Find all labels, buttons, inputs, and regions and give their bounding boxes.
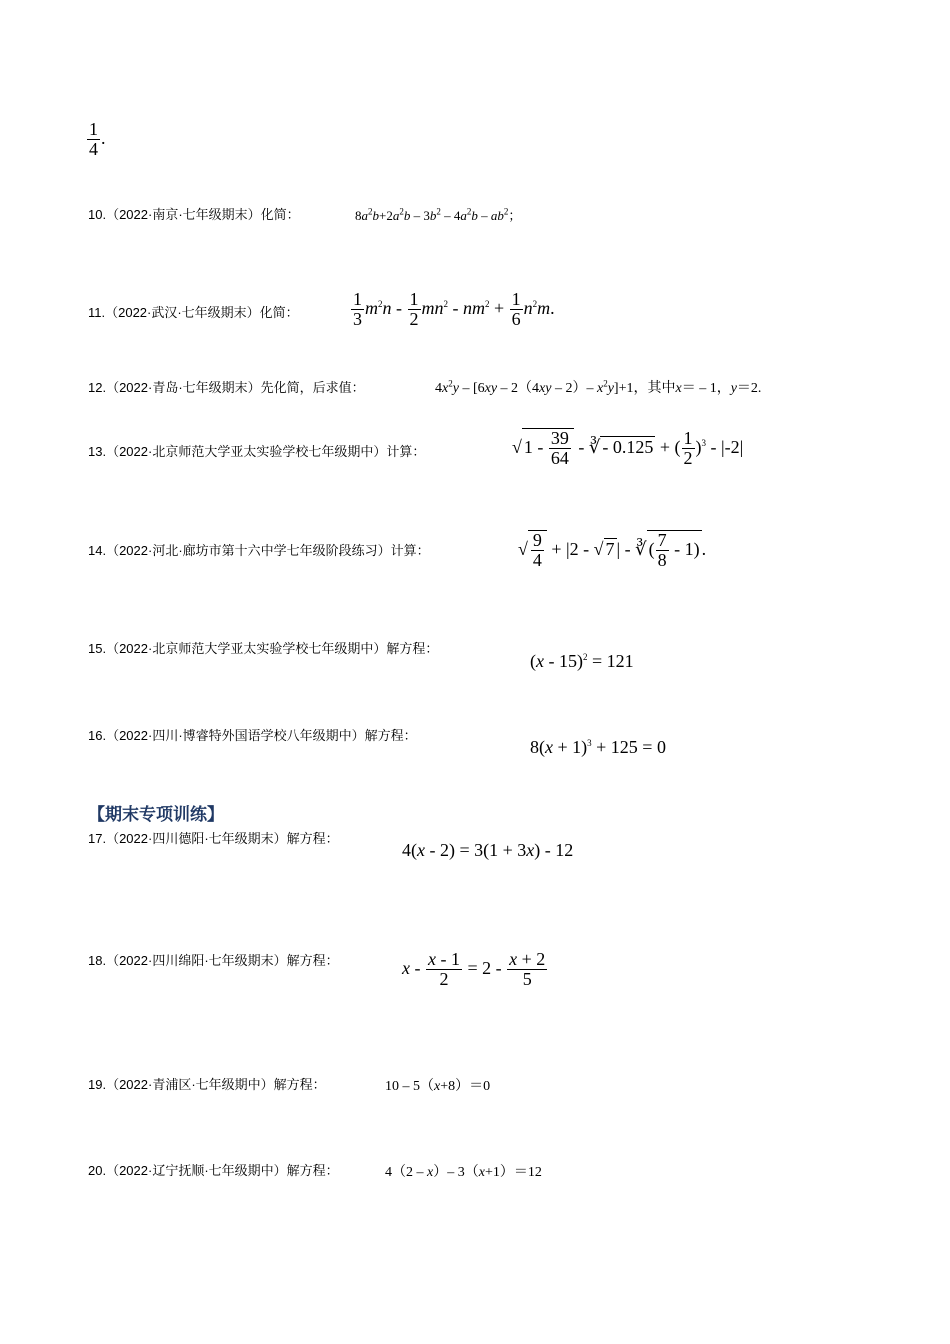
problem-16: [88, 728, 417, 742]
problem-20-expression: 4（2 – x）– 3（x+1）＝12: [385, 1165, 542, 1180]
problem-16-expression: $8(x + 1)^3 + 125 = 0$: [530, 737, 666, 757]
section-title: 【期末专项训练】: [88, 805, 224, 825]
problem-12: [88, 380, 365, 394]
problem-10: [88, 207, 300, 221]
top-fraction: $\frac{1}{4}$ .: [89, 119, 106, 159]
problem-14: [88, 543, 430, 557]
problem-11: [88, 305, 299, 319]
problem-14-expression: √ $\frac{9}{4}$ + |2 - √ 7 | - ∛ ( $\frac{7}{8}$ - 1) .: [518, 530, 707, 570]
problem-label: 17.（2022·四川德阳·七年级期末）解方程：: [88, 831, 339, 847]
problem-13-expression: √ 1 - $\frac{39}{64}$ - ∛ - 0.125 + ( $\frac{1}{2}$ )$^3$ - |-2|: [512, 428, 744, 468]
problem-17: [88, 831, 339, 845]
problem-18: [88, 953, 339, 967]
problem-17-expression: 4(x - 2) = 3(1 + 3x) - 12: [402, 840, 574, 860]
problem-15: [88, 641, 438, 655]
problem-12-expression: $4x^2y - [6xy - 2(4xy - 2)-$ $x^2y]+1$，其中x＝ – 1，y＝2.: [435, 378, 762, 396]
problem-label: 18.（2022·四川绵阳·七年级期末）解方程：: [88, 953, 339, 969]
problem-15-expression: (x - 15)$^2$ = 121: [530, 651, 634, 671]
problem-18-expression: x - $\frac{x - 1}{2}$ = 2 - $\frac{x + 2}{5}$: [402, 949, 546, 989]
problem-19-expression: 10 – 5（x+8）＝0: [385, 1079, 491, 1094]
problem-11-expression: $\frac{1}{3}$ $m^2n$ - $\frac{1}{2}$ $mn^2 - nm^2$ + $\frac{1}{6}$ $n^2m$.: [353, 289, 555, 329]
problem-label: 12.（2022·青岛·七年级期末）先化简，后求值：: [88, 380, 365, 396]
problem-label: 13.（2022·北京师范大学亚太实验学校七年级期中）计算：: [88, 444, 426, 460]
problem-label: 16.（2022·四川·博睿特外国语学校八年级期中）解方程：: [88, 728, 417, 744]
problem-label: 10.（2022·南京·七年级期末）化简：: [88, 207, 300, 223]
problem-label: 11.（2022·武汉·七年级期末）化简：: [88, 305, 299, 321]
problem-10-expression: $8a^2b+2a^2b - 3b^2 - 4a^2b - ab^2$；: [355, 206, 522, 223]
problem-20: [88, 1163, 339, 1177]
problem-label: 15.（2022·北京师范大学亚太实验学校七年级期中）解方程：: [88, 641, 439, 657]
problem-label: 14.（2022·河北·廊坊市第十六中学七年级阶段练习）计算：: [88, 543, 430, 559]
problem-19: [88, 1077, 326, 1091]
problem-13: [88, 444, 425, 458]
problem-label: 19.（2022·青浦区·七年级期中）解方程：: [88, 1077, 326, 1093]
problem-label: 20.（2022·辽宁抚顺·七年级期中）解方程：: [88, 1163, 339, 1179]
